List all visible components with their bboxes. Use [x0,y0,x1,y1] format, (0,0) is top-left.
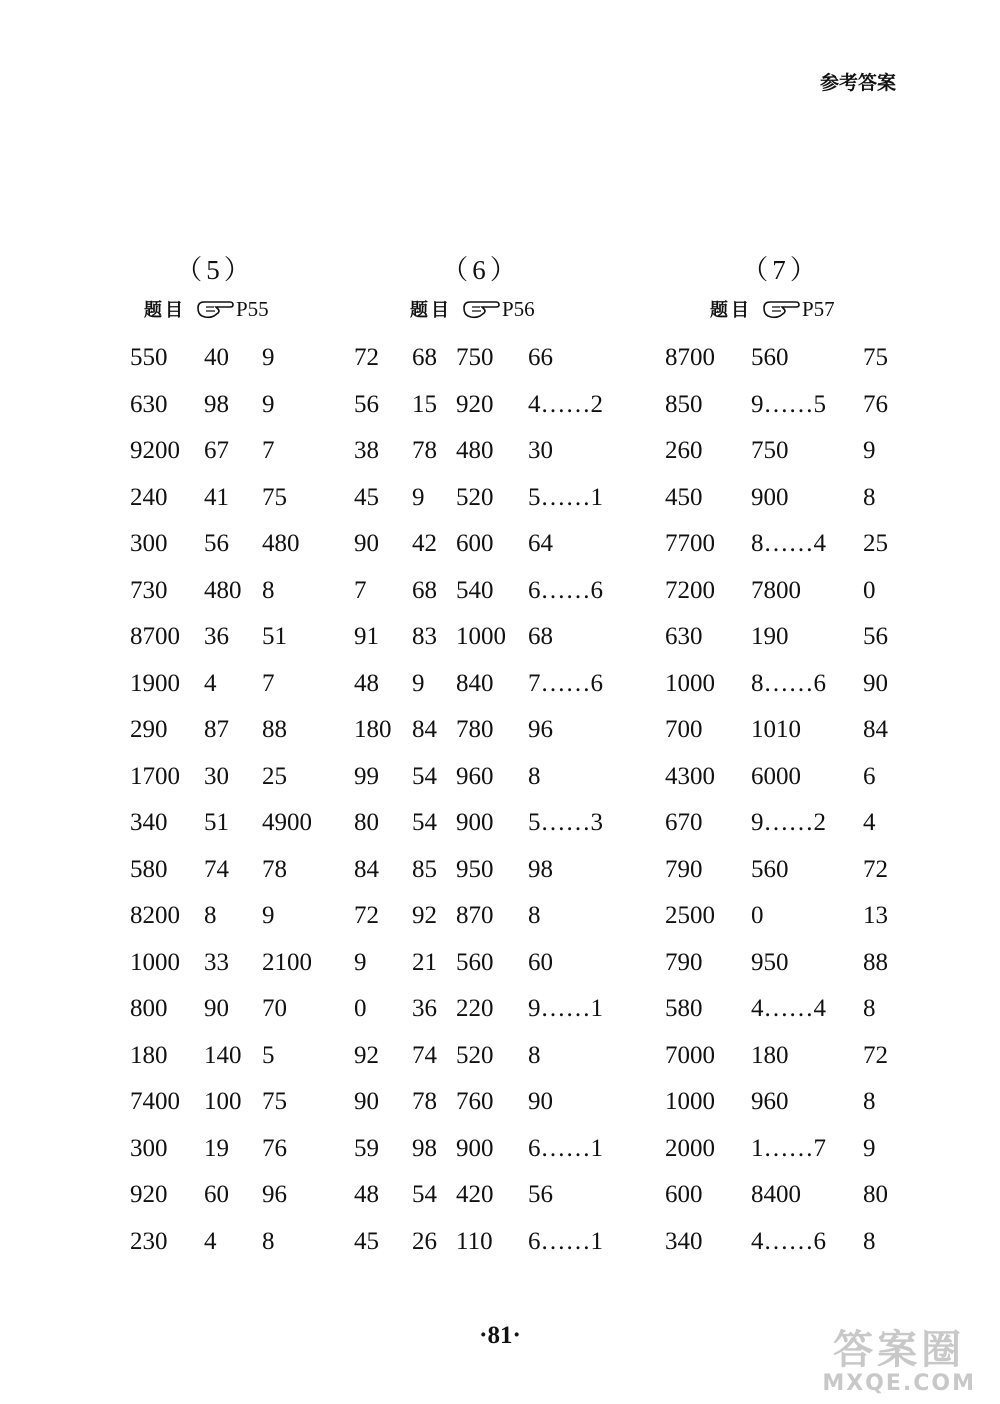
answer-cell: 92 [412,902,437,929]
pointing-hand-icon [462,299,500,319]
section-5-heading [130,248,300,321]
answer-cell: 960 [751,1088,789,1115]
answer-cell: 800 [130,995,168,1022]
watermark-logo-text: 答案圈 [833,1327,966,1373]
answer-cell: 90 [354,1088,379,1115]
answer-cell: 7 [262,669,275,697]
answer-cell: 54 [412,809,437,836]
answer-cell: 74 [204,855,229,883]
answer-cell: 560 [456,948,494,976]
answer-row [354,854,624,901]
answer-cell: 180 [354,716,392,743]
answer-row [665,993,905,1040]
answer-cell: 98 [412,1134,437,1162]
answer-row [665,528,905,575]
answer-cell: 7200 [665,576,715,604]
answer-cell: 21 [412,948,437,976]
answer-cell: 7 [262,437,275,464]
answer-row [130,900,330,947]
answer-cell: 84 [412,716,437,743]
answer-cell: 8……4 [751,530,826,557]
answer-cell: 30 [528,437,553,464]
answer-cell: 80 [863,1181,888,1208]
answer-cell: 8 [528,1041,541,1069]
answer-cell: 67 [204,437,229,464]
answer-cell: 26 [412,1227,437,1255]
answer-cell: 8 [863,1088,876,1115]
answer-cell: 8……6 [751,669,826,697]
answer-row [130,1133,330,1180]
answer-cell: 25 [262,762,287,790]
answer-row [354,761,624,808]
answer-row [665,621,905,668]
answer-row [665,1179,905,1226]
ref-page: P55 [236,296,269,321]
answer-row [665,668,905,715]
answer-row [354,714,624,761]
answer-cell: 950 [456,855,494,883]
answer-cell: 4……4 [751,995,826,1022]
answer-row [665,900,905,947]
answer-cell: 7000 [665,1041,715,1069]
answer-cell: 75 [863,344,888,371]
answer-row [354,1086,624,1133]
page-number: ·81· [479,1322,521,1349]
answer-row [354,482,624,529]
section-title: （7） [741,255,821,285]
answer-cell: 670 [665,809,703,836]
section-title: （6） [441,255,521,285]
answer-cell: 600 [456,530,494,557]
answer-row [354,668,624,715]
answer-cell: 2100 [262,948,312,976]
answer-cell: 8 [204,902,217,929]
answer-cell: 98 [204,390,229,418]
answer-cell: 80 [354,809,379,836]
answer-cell: 9200 [130,437,180,464]
answer-cell: 560 [751,855,789,883]
answer-cell: 300 [130,530,168,557]
answer-cell: 78 [262,855,287,883]
answer-cell: 4 [204,669,217,697]
answer-cell: 6 [863,762,876,790]
answer-row [130,947,330,994]
answer-cell: 19 [204,1134,229,1162]
answer-row [665,482,905,529]
answer-cell: 6……6 [528,576,603,604]
answer-cell: 1000 [456,623,506,650]
answer-cell: 72 [863,855,888,883]
answer-row [354,575,624,622]
answer-cell: 8 [528,902,541,929]
answer-row [130,482,330,529]
answer-cell: 6……1 [528,1227,603,1255]
answer-cell: 56 [863,623,888,650]
section-5-answers [130,342,330,1272]
answer-cell: 41 [204,483,229,511]
answer-cell: 33 [204,948,229,976]
answer-cell: 8 [528,762,541,790]
answer-cell: 920 [130,1181,168,1208]
answer-cell: 540 [456,576,494,604]
answer-row [665,1040,905,1087]
ref-label: 题目 [144,300,186,321]
answer-cell: 78 [412,437,437,464]
answer-cell: 300 [130,1134,168,1162]
answer-cell: 700 [665,716,703,743]
answer-cell: 38 [354,437,379,464]
answer-cell: 750 [751,437,789,464]
answer-cell: 9 [863,437,876,464]
answer-row [130,714,330,761]
answer-cell: 140 [204,1041,242,1069]
answer-cell: 60 [528,948,553,976]
answer-cell: 78 [412,1088,437,1115]
answer-cell: 76 [262,1134,287,1162]
answer-row [665,575,905,622]
answer-row [665,435,905,482]
answer-cell: 40 [204,344,229,371]
answer-cell: 1000 [130,948,180,976]
answer-cell: 630 [665,623,703,650]
answer-cell: 900 [751,483,789,511]
answer-cell: 60 [204,1181,229,1208]
answer-cell: 900 [456,1134,494,1162]
answer-cell: 4……6 [751,1227,826,1255]
answer-cell: 88 [262,716,287,743]
answer-cell: 520 [456,1041,494,1069]
answer-cell: 88 [863,948,888,976]
answer-cell: 96 [262,1181,287,1208]
answer-row [665,854,905,901]
section-title: （5） [175,255,255,285]
answer-row [354,621,624,668]
answer-cell: 72 [863,1041,888,1069]
answer-cell: 340 [665,1227,703,1255]
answer-cell: 7700 [665,530,715,557]
answer-cell: 70 [262,995,287,1022]
answer-row [130,668,330,715]
answer-cell: 7400 [130,1088,180,1115]
answer-cell: 90 [204,995,229,1022]
answer-row [354,1133,624,1180]
answer-cell: 840 [456,669,494,697]
answer-row [130,993,330,1040]
answer-cell: 84 [354,855,379,883]
answer-cell: 36 [412,995,437,1022]
answer-row [354,389,624,436]
answer-cell: 960 [456,762,494,790]
answer-cell: 51 [262,623,287,650]
answer-row [665,714,905,761]
answer-row [130,435,330,482]
answer-cell: 59 [354,1134,379,1162]
answer-row [130,342,330,389]
answer-cell: 92 [354,1041,379,1069]
answer-cell: 1900 [130,669,180,697]
answer-row [354,1179,624,1226]
answer-cell: 1000 [665,1088,715,1115]
answer-cell: 290 [130,716,168,743]
answer-cell: 730 [130,576,168,604]
answer-cell: 2000 [665,1134,715,1162]
answer-row [130,575,330,622]
answer-cell: 1700 [130,762,180,790]
answer-cell: 4900 [262,809,312,836]
answer-row [665,947,905,994]
answer-cell: 9 [262,344,275,371]
answer-cell: 90 [863,669,888,697]
answer-cell: 4 [863,809,876,836]
answer-row [354,900,624,947]
answer-cell: 36 [204,623,229,650]
answer-cell: 72 [354,344,379,371]
answer-cell: 48 [354,1181,379,1208]
answer-cell: 4300 [665,762,715,790]
answer-cell: 340 [130,809,168,836]
answer-cell: 7 [354,576,367,604]
answer-cell: 100 [204,1088,242,1115]
answer-cell: 83 [412,623,437,650]
ref-label: 题目 [410,300,452,321]
answer-cell: 96 [528,716,553,743]
answer-cell: 450 [665,483,703,511]
answer-cell: 7……6 [528,669,603,697]
answer-cell: 110 [456,1227,493,1255]
answer-row [665,342,905,389]
answer-row [130,528,330,575]
answer-row [354,1226,624,1273]
answer-cell: 56 [204,530,229,557]
answer-cell: 8700 [130,623,180,650]
answer-cell: 180 [130,1041,168,1069]
answer-row [665,1133,905,1180]
answer-cell: 51 [204,809,229,836]
answer-cell: 45 [354,1227,379,1255]
answer-cell: 8700 [665,344,715,371]
section-6-heading [396,248,566,321]
answer-row [354,435,624,482]
answer-row [354,947,624,994]
answer-cell: 8 [262,1227,275,1255]
answer-cell: 240 [130,483,168,511]
answer-cell: 520 [456,483,494,511]
answer-cell: 190 [751,623,789,650]
section-7-answers [665,342,905,1272]
answer-row [665,1086,905,1133]
answer-cell: 68 [412,344,437,371]
answer-cell: 25 [863,530,888,557]
answer-cell: 760 [456,1088,494,1115]
section-6-answers [354,342,624,1272]
answer-cell: 9 [262,390,275,418]
answer-cell: 66 [528,344,553,371]
answer-cell: 13 [863,902,888,929]
answer-cell: 42 [412,530,437,557]
pointing-hand-icon [196,299,234,319]
answer-cell: 30 [204,762,229,790]
answer-row [665,761,905,808]
answer-row [354,1040,624,1087]
answer-cell: 550 [130,344,168,371]
answer-cell: 56 [528,1181,553,1208]
answer-cell: 74 [412,1041,437,1069]
question-reference [710,296,835,322]
answer-cell: 630 [130,390,168,418]
answer-cell: 68 [528,623,553,650]
answer-cell: 790 [665,948,703,976]
answer-cell: 6000 [751,762,801,790]
ref-label: 题目 [710,300,752,321]
answer-cell: 9……1 [528,995,603,1022]
answer-row [665,389,905,436]
answer-cell: 5 [262,1041,275,1069]
answer-cell: 480 [262,530,300,557]
answer-cell: 7800 [751,576,801,604]
answer-cell: 580 [665,995,703,1022]
answer-cell: 580 [130,855,168,883]
answer-cell: 260 [665,437,703,464]
question-reference [410,296,535,322]
answer-row [130,1086,330,1133]
ref-page: P57 [802,296,835,321]
answer-cell: 4……2 [528,390,603,418]
answer-cell: 9 [863,1134,876,1162]
ref-page: P56 [502,296,535,321]
answer-cell: 180 [751,1041,789,1069]
answer-cell: 72 [354,902,379,929]
answer-cell: 870 [456,902,494,929]
answer-cell: 6……1 [528,1134,603,1162]
answer-cell: 790 [665,855,703,883]
site-watermark [822,1318,976,1396]
answer-cell: 950 [751,948,789,976]
answer-cell: 68 [412,576,437,604]
answer-row [354,342,624,389]
answer-cell: 75 [262,483,287,511]
answer-cell: 9……5 [751,390,826,418]
answer-cell: 5……1 [528,483,603,511]
answer-cell: 780 [456,716,494,743]
answer-row [130,807,330,854]
answer-row [130,389,330,436]
answer-cell: 56 [354,390,379,418]
answer-cell: 75 [262,1088,287,1115]
answer-cell: 90 [354,530,379,557]
answer-cell: 8 [863,995,876,1022]
answer-row [130,621,330,668]
answer-cell: 220 [456,995,494,1022]
answer-cell: 2500 [665,902,715,929]
answer-row [130,854,330,901]
answer-row [665,1226,905,1273]
answer-cell: 84 [863,716,888,743]
answer-cell: 9……2 [751,809,826,836]
answer-cell: 0 [354,995,367,1022]
watermark-url: MXQE.COM [822,1371,976,1396]
answer-cell: 45 [354,483,379,511]
answer-cell: 87 [204,716,229,743]
answer-cell: 1010 [751,716,801,743]
answer-cell: 600 [665,1181,703,1208]
answer-cell: 480 [204,576,242,604]
answer-cell: 850 [665,390,703,418]
answer-cell: 54 [412,1181,437,1208]
answer-row [354,993,624,1040]
answer-row [130,1226,330,1273]
answer-cell: 85 [412,855,437,883]
answer-cell: 5……3 [528,809,603,836]
answer-row [354,528,624,575]
page-header-title: 参考答案 [819,72,896,94]
answer-cell: 750 [456,344,494,371]
answer-cell: 420 [456,1181,494,1208]
answer-cell: 560 [751,344,789,371]
answer-cell: 90 [528,1088,553,1115]
answer-cell: 900 [456,809,494,836]
answer-row [130,1040,330,1087]
answer-cell: 1……7 [751,1134,826,1162]
answer-row [130,761,330,808]
answer-cell: 4 [204,1227,217,1255]
answer-cell: 8 [262,576,275,604]
answer-cell: 8200 [130,902,180,929]
answer-cell: 64 [528,530,553,557]
answer-cell: 76 [863,390,888,418]
answer-cell: 480 [456,437,494,464]
answer-cell: 920 [456,390,494,418]
answer-cell: 15 [412,390,437,418]
answer-cell: 9 [262,902,275,929]
answer-cell: 91 [354,623,379,650]
answer-cell: 230 [130,1227,168,1255]
answer-cell: 1000 [665,669,715,697]
answer-cell: 9 [412,483,425,511]
section-7-heading [696,248,866,321]
answer-cell: 9 [412,669,425,697]
answer-cell: 0 [863,576,876,604]
answer-cell: 8 [863,1227,876,1255]
answer-cell: 9 [354,948,367,976]
answer-row [130,1179,330,1226]
answer-cell: 8400 [751,1181,801,1208]
pointing-hand-icon [762,299,800,319]
answer-cell: 99 [354,762,379,790]
answer-cell: 98 [528,855,553,883]
answer-cell: 0 [751,902,764,929]
answer-cell: 48 [354,669,379,697]
question-reference [144,296,269,322]
answer-cell: 54 [412,762,437,790]
answer-row [665,807,905,854]
answer-cell: 8 [863,483,876,511]
answer-row [354,807,624,854]
